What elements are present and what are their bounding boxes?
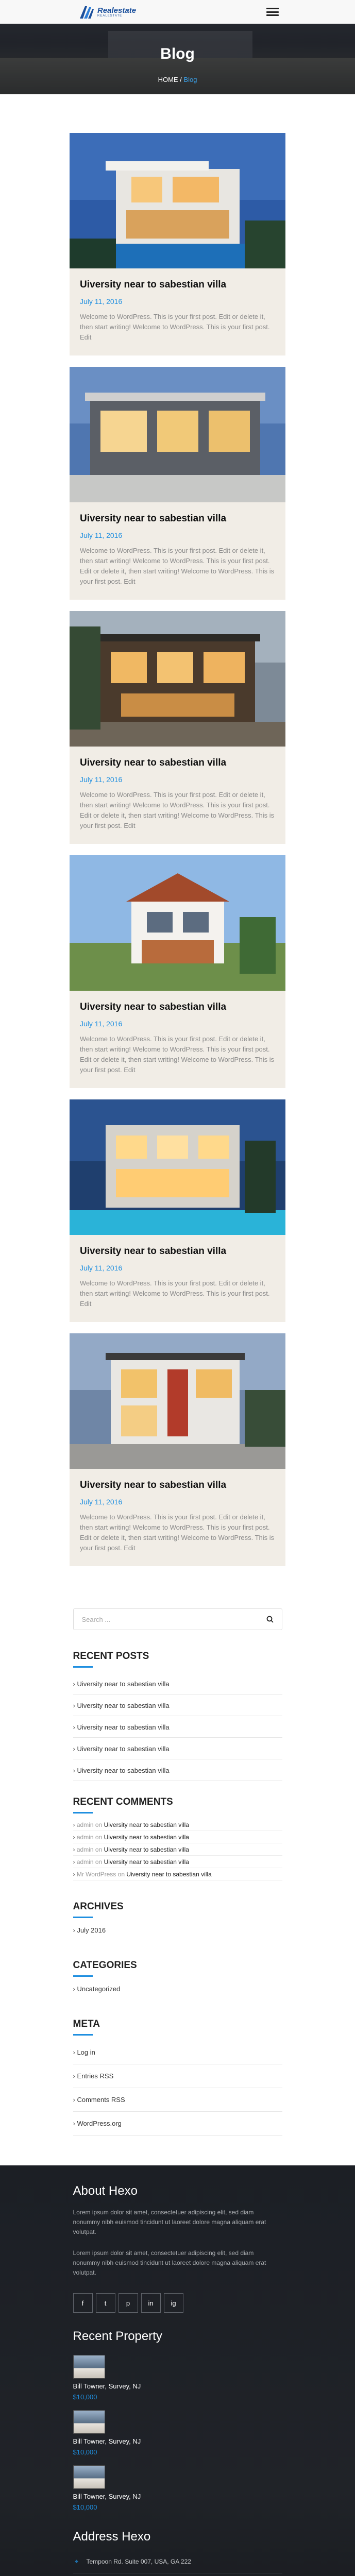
breadcrumb: HOME / Blog bbox=[158, 76, 197, 83]
post-title[interactable]: Uiversity near to sabestian villa bbox=[80, 757, 227, 768]
categories-title: CATEGORIES bbox=[73, 1960, 282, 1977]
property-name[interactable]: Bill Towner, Survey, NJ bbox=[73, 2382, 141, 2390]
logo-text: Realestate bbox=[97, 6, 137, 15]
page-hero bbox=[0, 0, 355, 94]
post-card bbox=[70, 855, 285, 1088]
comment-post-link[interactable]: Uiversity near to sabestian villa bbox=[104, 1834, 189, 1841]
page-title: Blog bbox=[160, 45, 195, 62]
about-title: About Hexo bbox=[73, 2184, 138, 2198]
top-navigation-bar bbox=[0, 0, 355, 24]
meta-link-wordpress-org[interactable]: › WordPress.org bbox=[73, 2112, 282, 2136]
twitter-icon[interactable]: t bbox=[96, 2293, 115, 2313]
property-item[interactable] bbox=[73, 2410, 282, 2456]
post-excerpt: Welcome to WordPress. This is your first post. Edit or delete it, then start writing! Welcome to WordPress. This is your first post. Edit or delete it, then start writing! Welcome to WordPress. This is your first post. Edit bbox=[80, 791, 275, 829]
post-card bbox=[70, 1333, 285, 1566]
comment-post-link[interactable]: Uiversity near to sabestian villa bbox=[126, 1871, 212, 1878]
post-date[interactable]: July 11, 2016 bbox=[80, 297, 123, 306]
recent-comment: › admin on Uiversity near to sabestian villa bbox=[73, 1856, 282, 1868]
address-text: Tempoon Rd. Suite 007, USA, GA 222 bbox=[86, 2558, 191, 2565]
recent-comments-title: RECENT COMMENTS bbox=[73, 1797, 282, 1814]
meta-title: META bbox=[73, 2019, 282, 2036]
post-thumbnail[interactable] bbox=[70, 133, 285, 268]
comment-post-link[interactable]: Uiversity near to sabestian villa bbox=[104, 1846, 189, 1853]
property-thumbnail[interactable] bbox=[73, 2410, 105, 2434]
post-thumbnail[interactable] bbox=[70, 1333, 285, 1469]
property-item[interactable] bbox=[73, 2355, 282, 2401]
post-excerpt: Welcome to WordPress. This is your first post. Edit or delete it, then start writing! Welcome to WordPress. This is your first post. Edit bbox=[80, 313, 270, 341]
meta-link-entries-rss[interactable]: › Entries RSS bbox=[73, 2064, 282, 2088]
search-form bbox=[73, 1608, 282, 1630]
instagram-icon[interactable]: ig bbox=[164, 2293, 183, 2313]
recent-comment: › Mr WordPress on Uiversity near to sabestian villa bbox=[73, 1868, 282, 1880]
social-links bbox=[73, 2293, 282, 2313]
property-thumbnail[interactable] bbox=[73, 2355, 105, 2379]
post-thumbnail[interactable] bbox=[70, 367, 285, 502]
property-name[interactable]: Bill Towner, Survey, NJ bbox=[73, 2437, 141, 2445]
post-thumbnail[interactable] bbox=[70, 611, 285, 747]
post-card bbox=[70, 611, 285, 844]
post-title[interactable]: Uiversity near to sabestian villa bbox=[80, 279, 227, 290]
address-list bbox=[73, 2550, 282, 2576]
post-thumbnail[interactable] bbox=[70, 855, 285, 991]
post-thumbnail[interactable] bbox=[70, 1099, 285, 1235]
post-title[interactable]: Uiversity near to sabestian villa bbox=[80, 1246, 227, 1257]
post-date[interactable]: July 11, 2016 bbox=[80, 1264, 123, 1272]
map-pin-icon: ⌖ bbox=[74, 2557, 79, 2565]
search-icon[interactable] bbox=[266, 1616, 274, 1623]
comment-author[interactable]: admin bbox=[76, 1821, 94, 1828]
breadcrumb-home-link[interactable]: HOME bbox=[158, 76, 178, 83]
recent-post-link[interactable]: › Uiversity near to sabestian villa bbox=[73, 1694, 282, 1716]
archives-title: ARCHIVES bbox=[73, 1901, 282, 1918]
comment-author[interactable]: admin bbox=[76, 1834, 94, 1841]
recent-comment: › admin on Uiversity near to sabestian villa bbox=[73, 1831, 282, 1843]
logo-icon bbox=[79, 4, 94, 20]
meta-link-comments-rss[interactable]: › Comments RSS bbox=[73, 2088, 282, 2112]
property-price: $10,000 bbox=[73, 2503, 97, 2511]
address-title: Address Hexo bbox=[73, 2530, 151, 2544]
about-text: Lorem ipsum dolor sit amet, consectetuer adipiscing elit, sed diam nonummy nibh euismod tincidunt ut laoreet dolore magna aliquam erat volutpat. bbox=[73, 2249, 266, 2276]
post-title[interactable]: Uiversity near to sabestian villa bbox=[80, 1002, 227, 1012]
post-date[interactable]: July 11, 2016 bbox=[80, 1020, 123, 1028]
post-title[interactable]: Uiversity near to sabestian villa bbox=[80, 513, 227, 524]
recent-comment: › admin on Uiversity near to sabestian villa bbox=[73, 1819, 282, 1831]
meta-link-login[interactable]: › Log in bbox=[73, 2041, 282, 2064]
recent-posts-list bbox=[73, 1673, 282, 1781]
post-excerpt: Welcome to WordPress. This is your first post. Edit or delete it, then start writing! Welcome to WordPress. This is your first post. Edit or delete it, then start writing! Welcome to WordPress. This is your first post. Edit bbox=[80, 1035, 275, 1074]
comment-post-link[interactable]: Uiversity near to sabestian villa bbox=[104, 1858, 189, 1866]
address-row bbox=[73, 2573, 282, 2576]
pinterest-icon[interactable]: p bbox=[119, 2293, 138, 2313]
post-excerpt: Welcome to WordPress. This is your first post. Edit or delete it, then start writing! Welcome to WordPress. This is your first post. Edit or delete it, then start writing! Welcome to WordPress. This is your first post. Edit bbox=[80, 547, 275, 585]
search-input[interactable] bbox=[82, 1616, 266, 1623]
property-name[interactable]: Bill Towner, Survey, NJ bbox=[73, 2493, 141, 2500]
about-text: Lorem ipsum dolor sit amet, consectetuer adipiscing elit, sed diam nonummy nibh euismod tincidunt ut laoreet dolore magna aliquam erat volutpat. bbox=[73, 2209, 266, 2235]
comment-post-link[interactable]: Uiversity near to sabestian villa bbox=[104, 1821, 189, 1828]
post-card bbox=[70, 1099, 285, 1322]
site-logo[interactable] bbox=[79, 4, 136, 20]
comment-author[interactable]: Mr WordPress bbox=[76, 1871, 116, 1878]
post-date[interactable]: July 11, 2016 bbox=[80, 775, 123, 784]
post-date[interactable]: July 11, 2016 bbox=[80, 1498, 123, 1506]
recent-post-link[interactable]: › Uiversity near to sabestian villa bbox=[73, 1759, 282, 1781]
hamburger-menu-icon[interactable] bbox=[266, 8, 279, 16]
recent-post-link[interactable]: › Uiversity near to sabestian villa bbox=[73, 1738, 282, 1759]
post-title[interactable]: Uiversity near to sabestian villa bbox=[80, 1480, 227, 1490]
address-row bbox=[73, 2550, 282, 2573]
property-item[interactable] bbox=[73, 2465, 282, 2511]
logo-subtext: REALESTATE bbox=[97, 14, 123, 18]
recent-comment: › admin on Uiversity near to sabestian villa bbox=[73, 1843, 282, 1856]
recent-posts-title: RECENT POSTS bbox=[73, 1651, 282, 1668]
post-excerpt: Welcome to WordPress. This is your first post. Edit or delete it, then start writing! Welcome to WordPress. This is your first post. Edit or delete it, then start writing! Welcome to WordPress. This is your first post. Edit bbox=[80, 1513, 275, 1552]
recent-post-link[interactable]: › Uiversity near to sabestian villa bbox=[73, 1716, 282, 1738]
site-footer bbox=[0, 2165, 355, 2576]
property-price: $10,000 bbox=[73, 2448, 97, 2456]
comment-author[interactable]: admin bbox=[76, 1846, 94, 1853]
property-thumbnail[interactable] bbox=[73, 2465, 105, 2489]
recent-comments-list bbox=[73, 1819, 282, 1880]
recent-property-title: Recent Property bbox=[73, 2329, 162, 2343]
archive-link[interactable]: › July 2016 bbox=[73, 1921, 282, 1939]
post-list bbox=[70, 133, 285, 1566]
recent-post-link[interactable]: › Uiversity near to sabestian villa bbox=[73, 1673, 282, 1694]
property-price: $10,000 bbox=[73, 2393, 97, 2401]
breadcrumb-current: Blog bbox=[183, 76, 197, 83]
comment-author[interactable]: admin bbox=[76, 1858, 94, 1866]
post-date[interactable]: July 11, 2016 bbox=[80, 531, 123, 539]
linkedin-icon[interactable]: in bbox=[141, 2293, 161, 2313]
post-card bbox=[70, 367, 285, 600]
category-link[interactable]: › Uncategorized bbox=[73, 1980, 282, 1998]
meta-list bbox=[73, 2041, 282, 2136]
post-card bbox=[70, 133, 285, 355]
facebook-icon[interactable]: f bbox=[73, 2293, 93, 2313]
sidebar bbox=[73, 1608, 282, 2136]
post-excerpt: Welcome to WordPress. This is your first post. Edit or delete it, then start writing! Welcome to WordPress. This is your first post. Edit bbox=[80, 1279, 270, 1308]
